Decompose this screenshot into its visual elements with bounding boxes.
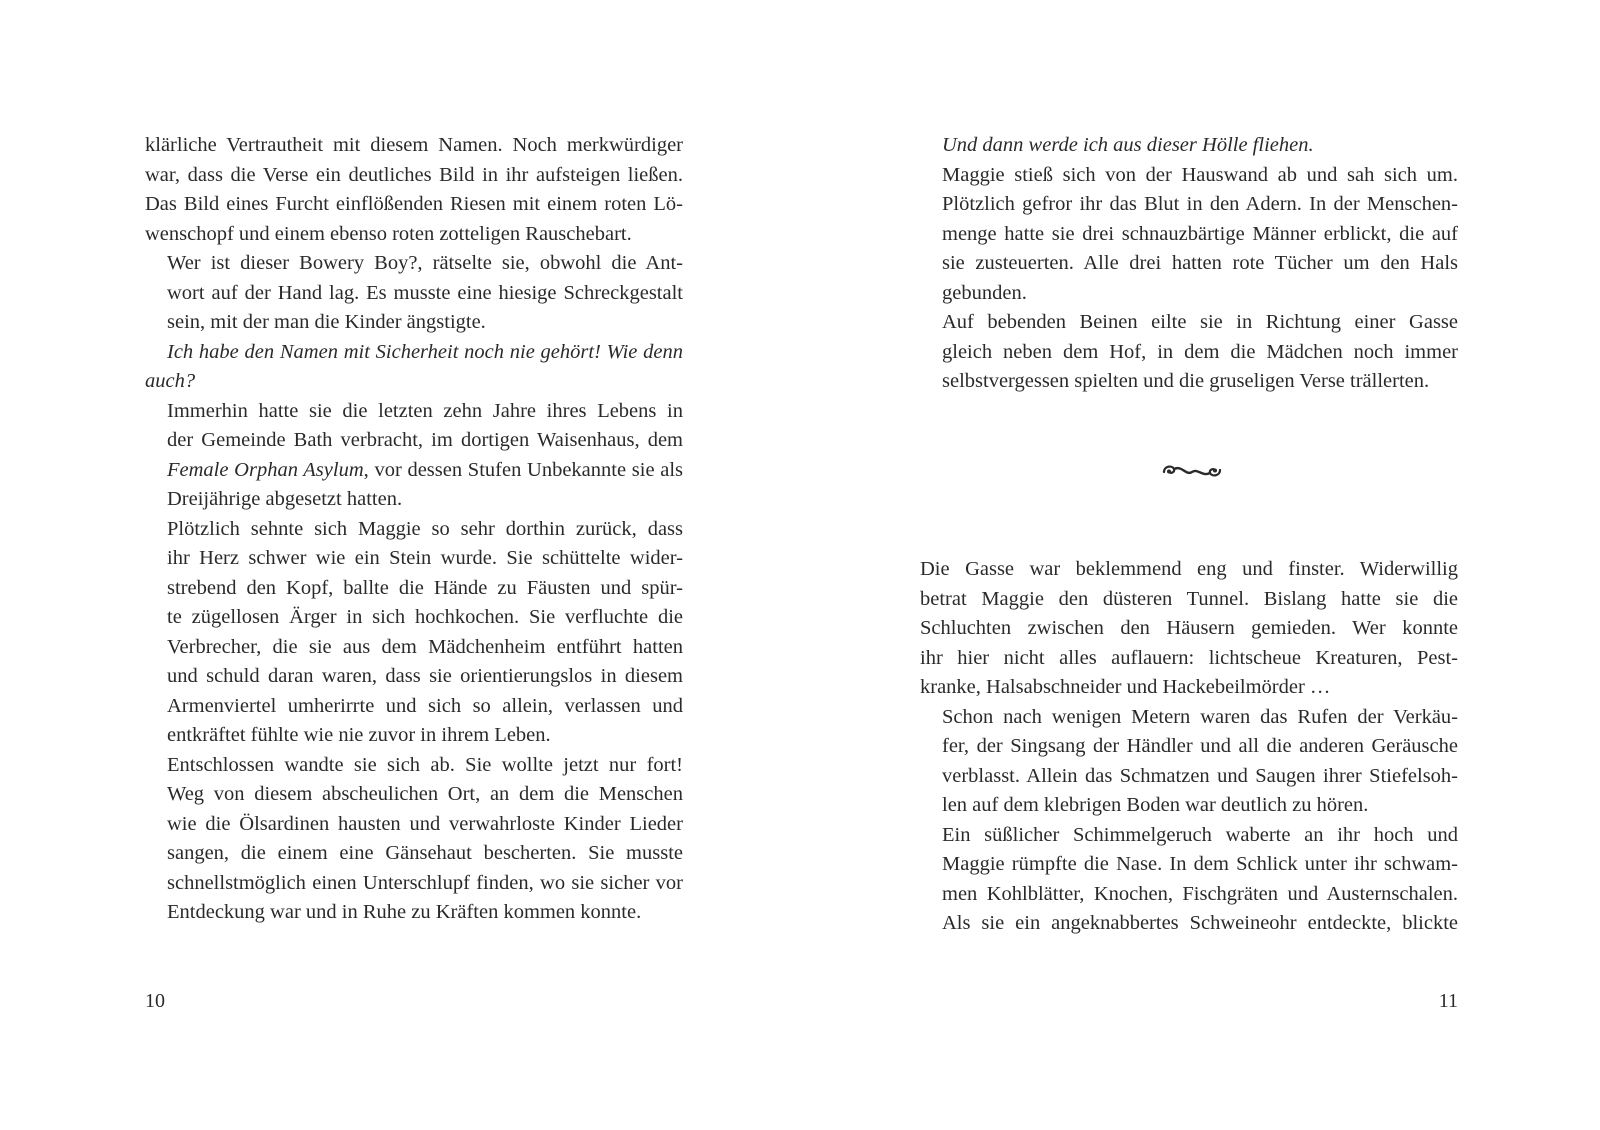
left-page-text (145, 131, 683, 928)
right-page-text-top (920, 131, 1458, 397)
text-line: betrat Maggie den düsteren Tunnel. Bislang hatte sie die (920, 587, 1458, 610)
text-line: Entdeckung war und in Ruhe zu Kräften kommen konnte. (167, 901, 642, 923)
text-line: Maggie stieß sich von der Hauswand ab und sah sich um. (942, 163, 1458, 186)
text-line: strebend den Kopf, ballte die Hände zu Fäusten und spür- (167, 576, 683, 599)
text-line: wie die Ölsardinen hausten und verwahrloste Kinder Lieder (167, 812, 683, 835)
paragraph (920, 161, 1458, 309)
text-line: Ich habe den Namen mit Sicherheit noch nie gehört! Wie denn (167, 340, 683, 363)
text-line: wort auf der Hand lag. Es musste eine hiesige Schreckgestalt (167, 281, 683, 304)
page-number: 11 (1438, 990, 1458, 1012)
paragraph (920, 555, 1458, 703)
text-line: sangen, die einem eine Gänsehaut bescherten. Sie musste (167, 842, 683, 864)
paragraph (920, 703, 1458, 821)
scroll-flourish-icon (1160, 460, 1224, 482)
text-line: Auf bebenden Beinen eilte sie in Richtung einer Gasse (942, 311, 1458, 333)
text-line: Weg von diesem abscheulichen Ort, an dem die Menschen (167, 783, 683, 805)
text-line: ihr hier nicht alles auflauern: lichtscheue Kreaturen, Pest- (920, 646, 1458, 669)
text-line: Immerhin hatte sie die letzten zehn Jahre ihres Lebens in (167, 399, 683, 422)
paragraph-italic (145, 338, 683, 397)
text-line: Verbrecher, die sie aus dem Mädchenheim entführt hatten (167, 635, 683, 658)
paragraph-italic (920, 131, 1458, 161)
page-number: 10 (145, 990, 165, 1012)
text-line: Female Orphan Asylum, vor dessen Stufen Unbekannte sie als (167, 458, 684, 481)
text-line: der Gemeinde Bath verbracht, im dortigen Waisenhaus, dem (167, 429, 683, 451)
paragraph (145, 131, 683, 249)
paragraph (920, 308, 1458, 397)
text-line: Plötzlich sehnte sich Maggie so sehr dorthin zurück, dass (167, 517, 683, 540)
text-line: klärliche Vertrautheit mit diesem Namen. Noch merkwürdiger (145, 134, 683, 156)
text-line: Plötzlich gefror ihr das Blut in den Adern. In der Menschen- (942, 193, 1458, 215)
text-line: Ein süßlicher Schimmelgeruch waberte an ihr hoch und (942, 823, 1458, 846)
text-line: selbstvergessen spielten und die gruseligen Verse trällerten. (942, 370, 1430, 392)
text-line: Und dann werde ich aus dieser Hölle fliehen. (942, 134, 1314, 156)
text-line: Schon nach wenigen Metern waren das Rufen der Verkäu- (942, 705, 1458, 728)
text-line: sein, mit der man die Kinder ängstigte. (167, 311, 486, 333)
text-line: fer, der Singsang der Händler und all die anderen Geräusche (942, 735, 1458, 757)
text-line: sie zusteuerten. Alle drei hatten rote Tücher um den Hals (942, 252, 1458, 274)
text-line: men Kohlblätter, Knochen, Fischgräten und Austernschalen. (942, 882, 1458, 905)
text-line: Maggie rümpfte die Nase. In dem Schlick unter ihr schwam- (942, 853, 1458, 875)
text-line: Die Gasse war beklemmend eng und finster. Widerwillig (920, 558, 1458, 580)
text-line: ihr Herz schwer wie ein Stein wurde. Sie schüttelte wider- (167, 547, 683, 569)
text-line: kranke, Halsabschneider und Hackebeilmörder … (920, 676, 1331, 698)
text-line: Das Bild eines Furcht einflößenden Riesen mit einem roten Lö- (145, 193, 683, 215)
text-line: menge hatte sie drei schnauzbärtige Männer erblickt, die auf (942, 222, 1458, 245)
text-line: war, dass die Verse ein deutliches Bild in ihr aufsteigen ließen. (145, 163, 683, 186)
text-line: und schuld daran waren, dass sie orientierungslos in diesem (167, 665, 683, 687)
text-line: te zügellosen Ärger in sich hochkochen. Sie verfluchte die (167, 606, 683, 628)
paragraph (145, 751, 683, 928)
right-page-text-bottom (920, 555, 1458, 939)
text-line: verblasst. Allein das Schmatzen und Saugen ihrer Stiefelsoh- (942, 764, 1458, 787)
paragraph (145, 515, 683, 751)
paragraph (145, 249, 683, 338)
text-line: Als sie ein angeknabbertes Schweineohr entdeckte, blickte (942, 912, 1458, 934)
text-line: Dreijährige abgesetzt hatten. (167, 488, 403, 510)
text-line: auch? (145, 370, 196, 392)
text-line: Armenviertel umherirrte und sich so allein, verlassen und (167, 694, 683, 717)
text-line: entkräftet fühlte wie nie zuvor in ihrem Leben. (167, 724, 551, 746)
text-line: wenschopf und einem ebenso roten zotteligen Rauschebart. (145, 222, 632, 245)
text-line: Schluchten zwischen den Häusern gemieden. Wer konnte (920, 617, 1458, 639)
text-line: gleich neben dem Hof, in dem die Mädchen noch immer (942, 340, 1458, 363)
right-page (800, 0, 1600, 1130)
text-line: Wer ist dieser Bowery Boy?, rätselte sie, obwohl die Ant- (167, 252, 683, 274)
text-line: schnellstmöglich einen Unterschlupf finden, wo sie sicher vor (167, 871, 683, 894)
paragraph (145, 397, 683, 515)
italic-title: Female Orphan Asylum (167, 458, 364, 481)
paragraph (920, 821, 1458, 939)
text-line: len auf dem klebrigen Boden war deutlich zu hören. (942, 794, 1369, 816)
text-line: Entschlossen wandte sie sich ab. Sie wollte jetzt nur fort! (167, 753, 683, 776)
text-line: gebunden. (942, 281, 1027, 304)
